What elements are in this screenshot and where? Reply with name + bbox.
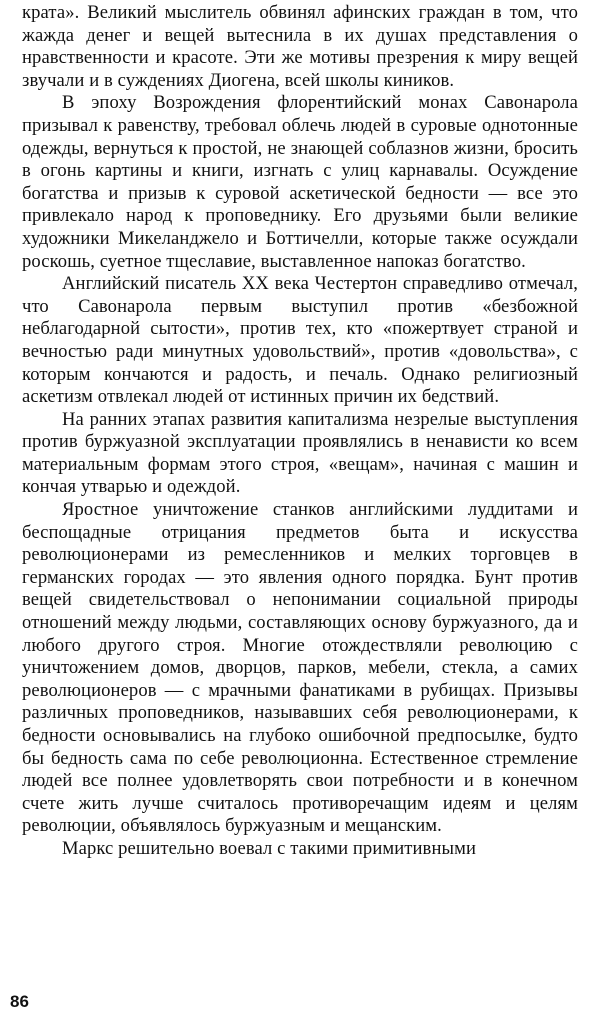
paragraph-early-capitalism: На ранних этапах развития капитализма незрелые выступления против буржуазной эксплуатации проявлялись в ненависти ко всем материальным формам этого строя, «вещам», начиная с машин и кончая утварью и одеждой.	[22, 408, 578, 498]
paragraph-continuation: крата». Великий мыслитель обвинял афинских граждан в том, что жажда денег и вещей вытеснила в их душах представления о нравственности и красоте. Эти же мотивы презрения к миру вещей звучали и в суждениях Диогена, всей школы киников.	[22, 2, 578, 91]
paragraph-savonarola: В эпоху Возрождения флорентийский монах Савонарола призывал к равенству, требовал облечь людей в суровые однотонные одежды, вернуться к простой, не знающей соблазнов жизни, бросить в огонь картины и книги, изгнать с улиц карнавалы. Осуждение богатства и призыв к суровой аскетической бедности — все это привлекало народ к проповеднику. Его друзьями были великие художники Микеланджело и Боттичелли, которые также осуждали роскошь, суетное тщеславие, выставленное напоказ богатство.	[22, 92, 578, 272]
paragraph-marx: Маркс решительно воевал с такими примитивными	[62, 837, 476, 859]
book-page	[22, 2, 578, 1032]
paragraph-chesterton: Английский писатель XX века Честертон справедливо отмечал, что Савонарола первым выступил против «безбожной неблагодарной сытости», против тех, кто «пожертвует страной и вечностью ради минутных удовольствий», против «довольства», с которым кончаются и радость, и печаль. Однако религиозный аскетизм отвлекал людей от истинных причин их бедствий.	[22, 273, 578, 408]
page-number: 86	[10, 992, 29, 1011]
paragraph-luddites: Яростное уничтожение станков английскими луддитами и беспощадные отрицания предметов быта и искусства революционерами из ремесленников и мелких торговцев в германских городах — это явления одного порядка. Бунт против вещей свидетельствовал о непонимании социальной природы отношений между людьми, составляющих основу буржуазного, да и любого другого строя. Многие отождествляли революцию с уничтожением домов, дворцов, парков, мебели, стекла, а самих революционеров — с мрачными фанатиками в рубищах. Призывы различных проповедников, называвших себя революционерами, к бедности основывались на глубоко ошибочной предпосылке, будто бы бедность сама по себе революционна. Естественное стремление людей все полнее удовлетворять свои потребности и в конечном счете жить лучше считалось противоречащим идеям и целям революции, объявлялось буржуазным и мещанским.	[22, 499, 578, 837]
